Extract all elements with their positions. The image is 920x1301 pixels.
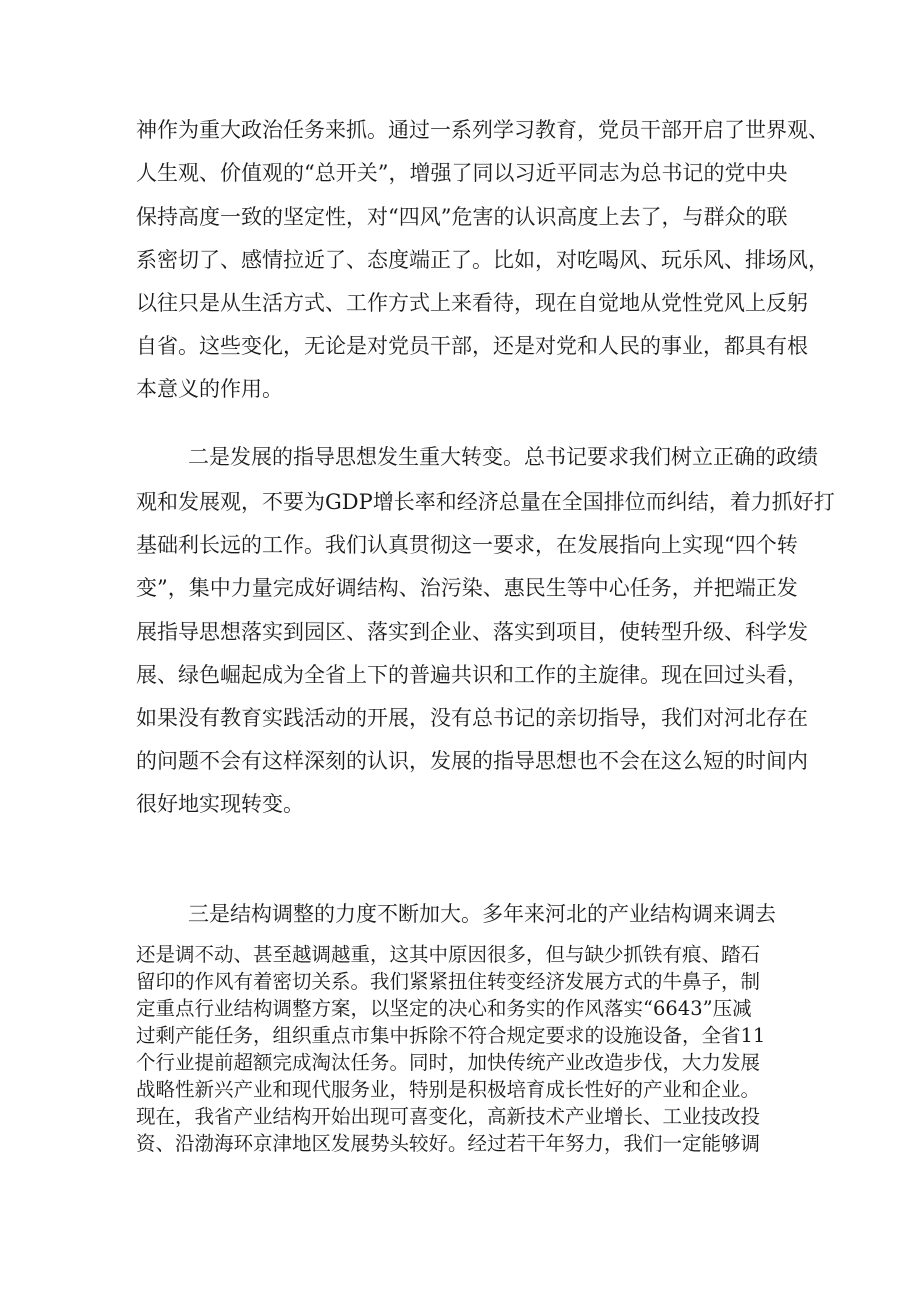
text-line: 留印的作风有着密切关系。我们紧紧扭住转变经济发展方式的牛鼻子，制 [136,970,761,993]
text-line: 变”，集中力量完成好调结构、治污染、惠民生等中心任务，并把端正发 [136,576,798,600]
text-line: 自省。这些变化，无论是对党员干部，还是对党和人民的事业，都具有根 [136,334,808,358]
text-line: 基础利长远的工作。我们认真贯彻这一要求，在发展指向上实现“四个转 [136,533,798,557]
text-line: 二是发展的指导思想发生重大转变。总书记要求我们树立正确的政绩 [188,445,818,469]
text-line: 人生观、价值观的“总开关”，增强了同以习近平同志为总书记的党中央 [136,161,788,185]
text-line: 的问题不会有这样深刻的认识，发展的指导思想也不会在这么短的时间内 [136,749,808,773]
text-line: 保持高度一致的坚定性，对“四风”危害的认识高度上去了，与群众的联 [136,205,788,229]
text-line: 三是结构调整的力度不断加大。多年来河北的产业结构调来调去 [188,902,776,926]
text-line: 观和发展观，不要为GDP增长率和经济总量在全国排位而纠结，着力抓好打 [136,490,835,514]
text-line: 以往只是从生活方式、工作方式上来看待，现在自觉地从党性党风上反躬 [136,291,808,315]
text-line: 资、沿渤海环京津地区发展势头较好。经过若干年努力，我们一定能够调 [136,1132,761,1155]
text-line: 本意义的作用。 [136,377,283,401]
text-line: 系密切了、感情拉近了、态度端正了。比如，对吃喝风、玩乐风、排场风， [136,248,829,272]
text-line: 现在，我省产业结构开始出现可喜变化，高新技术产业增长、工业技改投 [136,1105,761,1128]
text-line: 个行业提前超额完成淘汰任务。同时，加快传统产业改造步伐，大力发展 [136,1051,761,1074]
text-line: 还是调不动、甚至越调越重，这其中原因很多，但与缺少抓铁有痕、踏石 [136,943,761,966]
text-line: 战略性新兴产业和现代服务业，特别是积极培育成长性好的产业和企业。 [136,1078,761,1101]
text-line: 如果没有教育实践活动的开展，没有总书记的亲切指导，我们对河北存在 [136,706,808,730]
text-line: 过剩产能任务，组织重点市集中拆除不符合规定要求的设施设备，全省11 [136,1024,766,1047]
text-line: 定重点行业结构调整方案，以坚定的决心和务实的作风落实“6643”压减 [136,997,752,1020]
text-line: 很好地实现转变。 [136,792,304,816]
text-line: 展指导思想落实到园区、落实到企业、落实到项目，使转型升级、科学发 [136,620,808,644]
text-line: 展、绿色崛起成为全省上下的普遍共识和工作的主旋律。现在回过头看， [136,663,808,687]
text-line: 神作为重大政治任务来抓。通过一系列学习教育，党员干部开启了世界观、 [136,118,829,142]
